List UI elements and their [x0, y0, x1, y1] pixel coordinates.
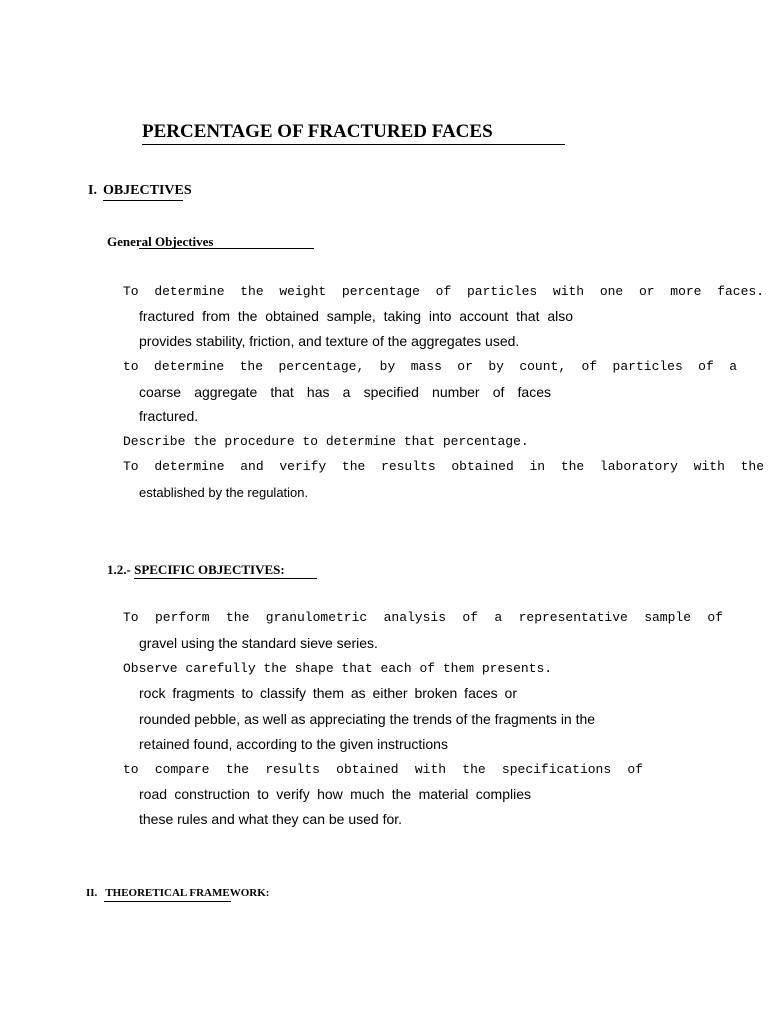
- specific-objectives-heading: [107, 561, 317, 579]
- heading-underline: [104, 901, 231, 902]
- general-objective-line: Describe the procedure to determine that percentage.: [123, 434, 529, 449]
- specific-objectives-label: SPECIFIC OBJECTIVES:: [134, 561, 317, 579]
- section-number: II.: [86, 887, 98, 899]
- section-number: I.: [88, 183, 97, 198]
- specific-objective-line: road construction to verify how much the material complies: [139, 786, 531, 802]
- section-heading-objectives: [88, 182, 192, 201]
- section-heading-text: OBJECTIVES: [103, 182, 183, 201]
- general-objective-line: fractured from the obtained sample, taking into account that also: [139, 308, 573, 324]
- general-objective-line: provides stability, friction, and texture of the aggregates used.: [139, 333, 520, 349]
- specific-objective-line: retained found, according to the given instructions: [139, 736, 448, 752]
- specific-objective-line: rounded pebble, as well as appreciating the trends of the fragments in the: [139, 711, 596, 727]
- general-objectives-label: General Objectives: [107, 234, 214, 249]
- section-heading-theoretical-framework: [86, 886, 269, 900]
- general-objective-line: fractured.: [139, 408, 199, 424]
- specific-objectives-number: 1.2.-: [107, 562, 131, 577]
- specific-objective-line: to compare the results obtained with the specifications of: [123, 762, 643, 777]
- general-objective-line: to determine the percentage, by mass or by count, of particles of a: [123, 359, 737, 374]
- specific-objective-line: Observe carefully the shape that each of them presents.: [123, 661, 553, 676]
- specific-objective-line: these rules and what they can be used for.: [139, 811, 403, 827]
- document-title: PERCENTAGE OF FRACTURED FACES: [142, 120, 565, 145]
- specific-objective-line: gravel using the standard sieve series.: [139, 635, 378, 651]
- general-objective-line: To determine and verify the results obtained in the laboratory with the: [123, 459, 764, 474]
- general-objective-line: established by the regulation.: [139, 485, 309, 500]
- heading-underline: [139, 248, 314, 249]
- general-objectives-heading: [107, 233, 214, 250]
- specific-objective-line: To perform the granulometric analysis of a representative sample of: [123, 610, 723, 625]
- general-objective-line: To determine the weight percentage of particles with one or more faces.: [123, 284, 764, 299]
- specific-objective-line: rock fragments to classify them as either broken faces or: [139, 685, 517, 701]
- section-heading-text: THEORETICAL FRAMEWORK:: [105, 887, 270, 899]
- general-objective-line: coarse aggregate that has a specified number of faces: [139, 384, 551, 400]
